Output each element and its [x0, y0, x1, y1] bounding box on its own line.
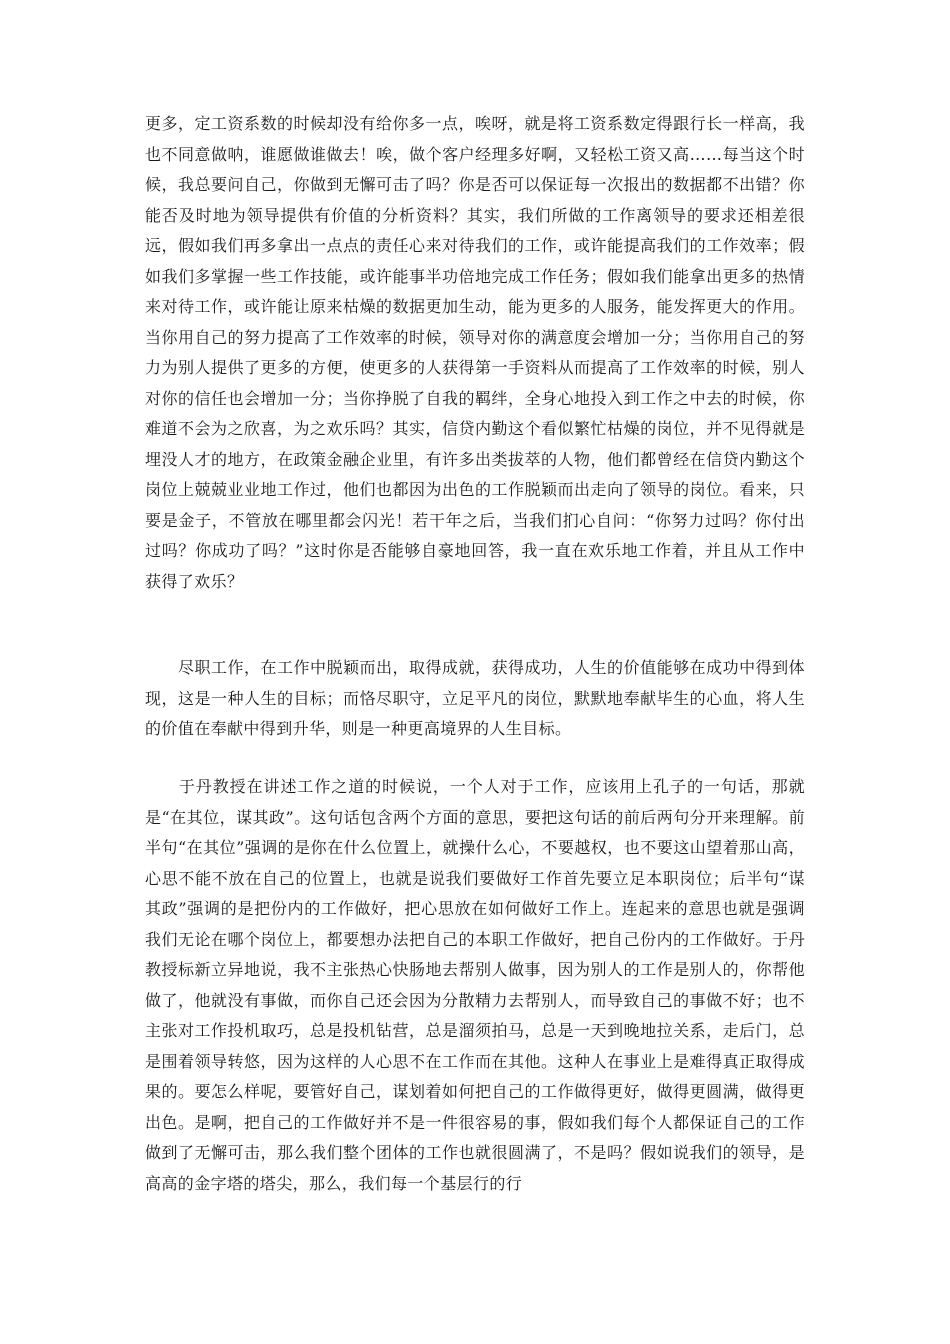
body-paragraph-3: 于丹教授在讲述工作之道的时候说，一个人对于工作，应该用上孔子的一句话，那就是“在其位，谋其政”。这句话包含两个方面的意思，要把这句话的前后两句分开来理解。前半句“在其位”强调的是你在什么位置上，就操什么心，不要越权，也不要这山望着那山高，心思不能不放在自己的位置上，也就是说我们要做好工作首先要立足本职岗位；后半句“谋其政”强调的是把份内的工作做好，把心思放在如何做好工作上。连起来的意思也就是强调我们无论在哪个岗位上，都要想办法把自己的本职工作做好，把自己份内的工作做好。于丹教授标新立异地说，我不主张热心快肠地去帮别人做事，因为别人的工作是别人的，你帮他做了，他就没有事做，而你自己还会因为分散精力去帮别人，而导致自己的事做不好；也不主张对工作投机取巧，总是投机钻营，总是溜须拍马，总是一天到晚地拉关系，走后门，总是围着领导转悠，因为这样的人心思不在工作而在其他。这种人在事业上是难得真正取得成果的。要怎么样呢，要管好自己，谋划着如何把自己的工作做得更好，做得更圆满，做得更出色。是啊，把自己的工作做好并不是一件很容易的事，假如我们每个人都保证自己的工作做到了无懈可击，那么我们整个团体的工作也就很圆满了，不是吗？假如说我们的领导，是高高的金字塔的塔尖，那么，我们每一个基层行的行 — [145, 777, 805, 1193]
body-paragraph-2: 尽职工作，在工作中脱颖而出，取得成就，获得成功，人生的价值能够在成功中得到体现，这是一种人生的目标；而恪尽职守，立足平凡的岗位，默默地奉献毕生的心血，将人生的价值在奉献中得到升华，则是一种更高境界的人生目标。 — [145, 658, 805, 738]
body-paragraph-1: 更多，定工资系数的时候却没有给你多一点，唉呀，就是将工资系数定得跟行长一样高，我也不同意做呐，谁愿做谁做去！唉，做个客户经理多好啊，又轻松工资又高……每当这个时候，我总要问自己，你做到无懈可击了吗？你是否可以保证每一次报出的数据都不出错？你能否及时地为领导提供有价值的分析资料？其实，我们所做的工作离领导的要求还相差很远，假如我们再多拿出一点点的责任心来对待我们的工作，或许能提高我们的工作效率；假如我们多掌握一些工作技能，或许能事半功倍地完成工作任务；假如我们能拿出更多的热情来对待工作，或许能让原来枯燥的数据更加生动，能为更多的人服务，能发挥更大的作用。当你用自己的努力提高了工作效率的时候，领导对你的满意度会增加一分；当你用自己的努力为别人提供了更多的方便，使更多的人获得第一手资料从而提高了工作效率的时候，别人对你的信任也会增加一分；当你挣脱了自我的羁绊，全身心地投入到工作之中去的时候，你难道不会为之欣喜，为之欢乐吗？其实，信贷内勤这个看似繁忙枯燥的岗位，并不见得就是埋没人才的地方，在政策金融企业里，有许多出类拔萃的人物，他们都曾经在信贷内勤这个岗位上兢兢业业地工作过，他们也都因为出色的工作脱颖而出走向了领导的岗位。看来，只要是金子，不管放在哪里都会闪光！若干年之后，当我们扪心自问：“你努力过吗？你付出过吗？你成功了吗？”这时你是否能够自豪地回答，我一直在欢乐地工作着，并且从工作中获得了欢乐？ — [145, 114, 805, 591]
